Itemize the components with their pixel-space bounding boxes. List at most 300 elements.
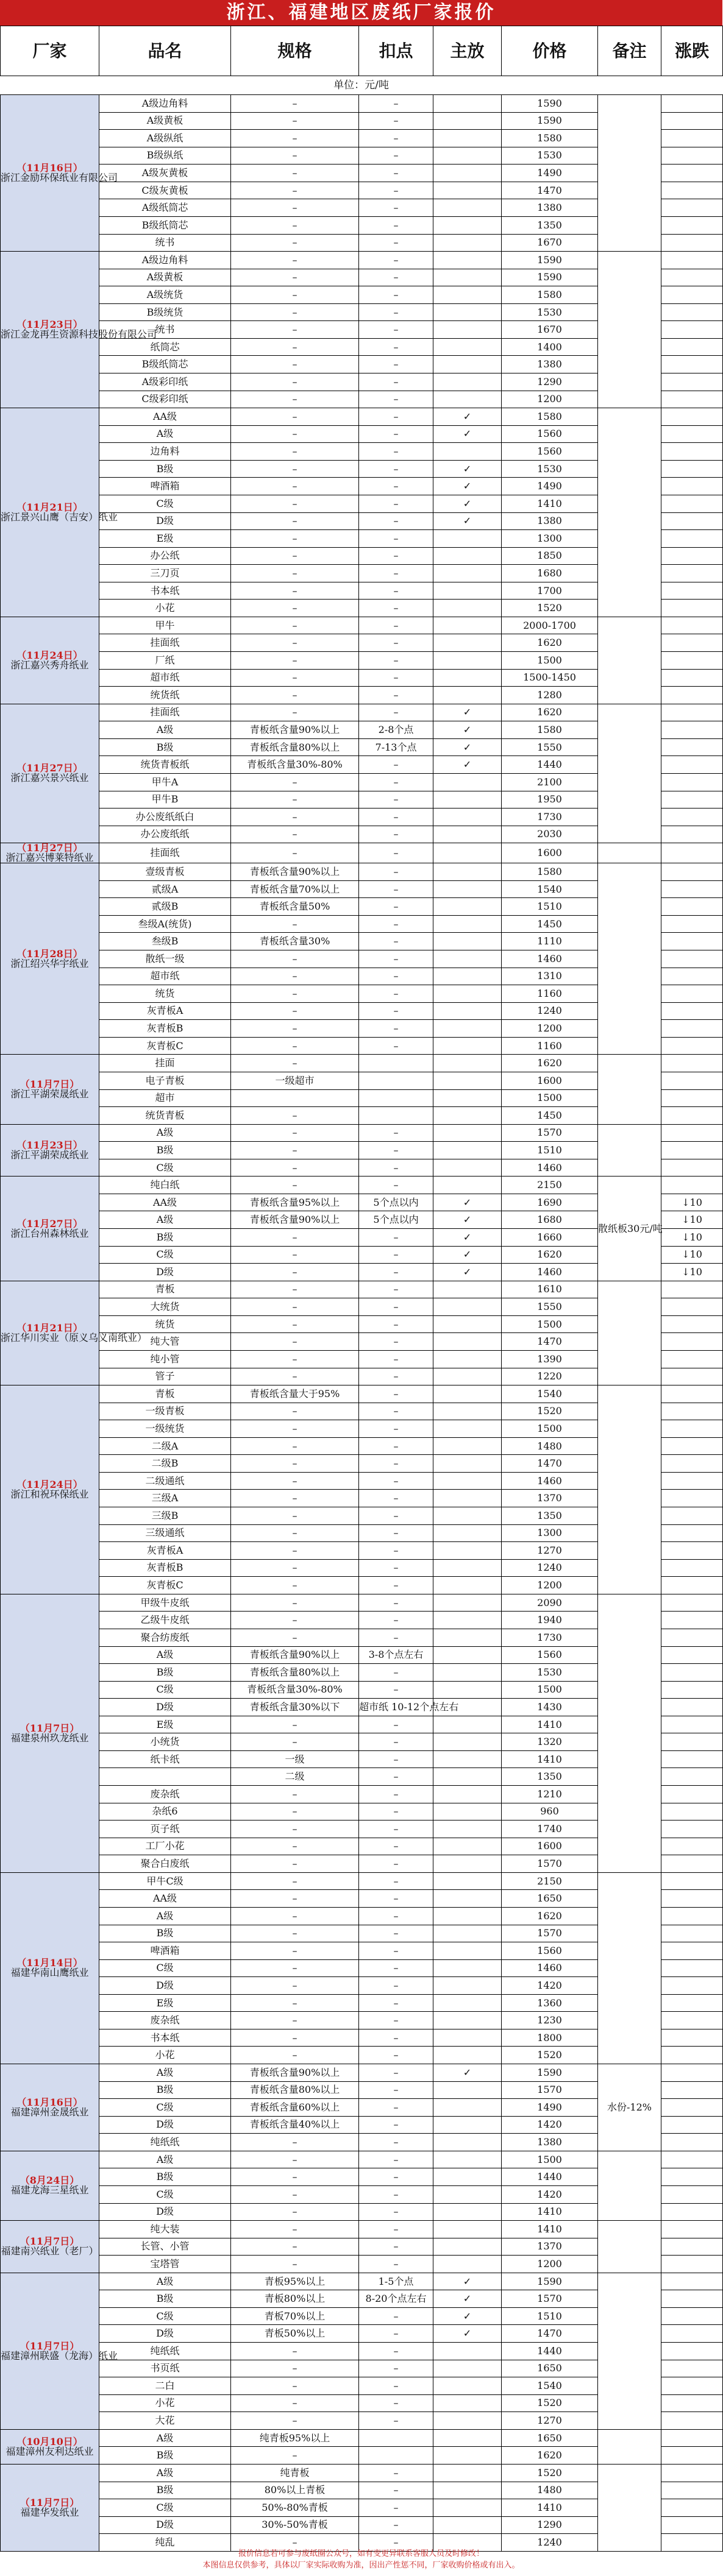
- product-cell: 办公纸: [99, 547, 231, 565]
- product-cell: 废杂纸: [99, 1786, 231, 1803]
- quote-date: （11月7日）: [20, 2340, 80, 2352]
- price-cell: 1530: [502, 147, 598, 165]
- product-cell: 一级统货: [99, 1420, 231, 1438]
- spec-cell: –: [231, 1907, 359, 1925]
- factory-name: 福建华发纸业: [20, 2506, 79, 2518]
- note-cell: [598, 2429, 661, 2464]
- product-cell: D级: [99, 1699, 231, 1716]
- product-cell: E级: [99, 1994, 231, 2012]
- product-cell: 大统货: [99, 1298, 231, 1316]
- deduction-cell: [359, 1055, 433, 1072]
- price-cell: 1580: [502, 130, 598, 147]
- change-cell: [661, 826, 723, 843]
- note-cell: [598, 1872, 661, 2064]
- product-cell: A级: [99, 2464, 231, 2482]
- change-cell: [661, 2290, 723, 2308]
- change-cell: [661, 2516, 723, 2534]
- deduction-cell: [359, 1089, 433, 1107]
- product-cell: B级: [99, 1664, 231, 1682]
- price-cell: 1460: [502, 1159, 598, 1177]
- deduction-cell: –: [359, 199, 433, 217]
- main-cell: [433, 252, 502, 269]
- factory-cell: [1, 1385, 99, 1594]
- spec-cell: –: [231, 1559, 359, 1577]
- product-cell: 超市: [99, 1089, 231, 1107]
- main-cell: [433, 112, 502, 130]
- product-cell: 乙级牛皮纸: [99, 1612, 231, 1629]
- product-cell: 甲牛: [99, 617, 231, 634]
- spec-cell: 青板纸含量90%以上: [231, 1211, 359, 1229]
- product-cell: B级: [99, 460, 231, 478]
- main-cell: [433, 2482, 502, 2499]
- table-row: [1, 95, 723, 113]
- product-cell: 厂纸: [99, 652, 231, 670]
- product-cell: 灰青板B: [99, 1559, 231, 1577]
- price-cell: 1500: [502, 2151, 598, 2168]
- change-cell: [661, 2029, 723, 2047]
- factory-name: 福建漳州友利达纸业: [5, 2445, 94, 2457]
- spec-cell: –: [231, 634, 359, 652]
- change-cell: [661, 2221, 723, 2238]
- product-cell: 纸卡纸: [99, 1750, 231, 1768]
- product-cell: D级: [99, 1977, 231, 1995]
- product-cell: B级: [99, 2447, 231, 2465]
- product-cell: B级纵纸: [99, 147, 231, 165]
- price-cell: 1490: [502, 478, 598, 495]
- product-cell: B级: [99, 2482, 231, 2499]
- spec-cell: 青板纸含量50%: [231, 898, 359, 916]
- deduction-cell: –: [359, 95, 433, 113]
- price-cell: 1680: [502, 565, 598, 582]
- deduction-cell: –: [359, 2029, 433, 2047]
- factory-name: 浙江景兴山鹰（吉安）纸业: [1, 511, 118, 523]
- main-cell: [433, 443, 502, 461]
- product-cell: C级灰黄板: [99, 182, 231, 199]
- spec-cell: 青板纸含量70%以上: [231, 880, 359, 898]
- main-cell: [433, 1733, 502, 1751]
- product-cell: 工厂小花: [99, 1838, 231, 1855]
- main-cell: [433, 1490, 502, 1507]
- product-cell: A级纸筒芯: [99, 199, 231, 217]
- product-cell: B级: [99, 2081, 231, 2099]
- spec-cell: –: [231, 1855, 359, 1873]
- price-cell: 1380: [502, 512, 598, 530]
- table-row: [1, 2064, 723, 2082]
- deduction-cell: –: [359, 634, 433, 652]
- deduction-cell: –: [359, 1594, 433, 1612]
- change-cell: [661, 95, 723, 113]
- change-cell: [661, 2238, 723, 2256]
- change-cell: [661, 1803, 723, 1821]
- deduction-cell: –: [359, 2499, 433, 2517]
- spec-cell: –: [231, 600, 359, 617]
- main-cell: [433, 1368, 502, 1385]
- deduction-cell: –: [359, 600, 433, 617]
- product-cell: A级彩印纸: [99, 373, 231, 391]
- change-cell: [661, 617, 723, 634]
- deduction-cell: 5个点以内: [359, 1194, 433, 1211]
- spec-cell: –: [231, 1159, 359, 1177]
- product-cell: A级灰黄板: [99, 165, 231, 182]
- spec-cell: –: [231, 303, 359, 321]
- factory-name: 浙江华川实业（原义乌义南纸业）: [1, 1331, 148, 1343]
- product-cell: 三级通纸: [99, 1524, 231, 1542]
- price-cell: 1590: [502, 2273, 598, 2290]
- change-cell: [661, 1786, 723, 1803]
- main-cell: [433, 669, 502, 687]
- deduction-cell: –: [359, 338, 433, 356]
- change-cell: [661, 2360, 723, 2377]
- change-cell: [661, 1959, 723, 1977]
- price-cell: 2030: [502, 826, 598, 843]
- deduction-cell: –: [359, 512, 433, 530]
- price-cell: 1400: [502, 338, 598, 356]
- quote-date: （11月28日）: [16, 947, 83, 960]
- quote-date: （11月21日）: [16, 1322, 83, 1334]
- main-cell: [433, 1002, 502, 1020]
- deduction-cell: –: [359, 2099, 433, 2117]
- deduction-cell: –: [359, 1959, 433, 1977]
- deduction-cell: 8-20个点左右: [359, 2290, 433, 2308]
- spec-cell: –: [231, 968, 359, 985]
- product-cell: A级: [99, 2151, 231, 2168]
- price-cell: 1110: [502, 933, 598, 950]
- deduction-cell: –: [359, 321, 433, 339]
- product-cell: E级: [99, 530, 231, 548]
- spec-cell: –: [231, 1716, 359, 1733]
- change-cell: [661, 1507, 723, 1525]
- table-row: [1, 1385, 723, 1403]
- note-cell: [598, 1385, 661, 1594]
- table-row: [1, 1872, 723, 1890]
- change-cell: [661, 1890, 723, 1908]
- product-cell: C级: [99, 495, 231, 512]
- price-cell: 1160: [502, 1037, 598, 1055]
- main-cell: [433, 1072, 502, 1089]
- deduction-cell: –: [359, 1838, 433, 1855]
- change-cell: [661, 356, 723, 373]
- factory-cell: [1, 617, 99, 704]
- spec-cell: –: [231, 1107, 359, 1125]
- deduction-cell: –: [359, 2325, 433, 2343]
- main-cell: [433, 1855, 502, 1873]
- factory-cell: [1, 408, 118, 617]
- factory-cell: [1, 1124, 99, 1177]
- product-cell: 二级通纸: [99, 1472, 231, 1490]
- product-cell: 长管、小管: [99, 2238, 231, 2256]
- deduction-cell: –: [359, 826, 433, 843]
- product-cell: B级: [99, 1925, 231, 1942]
- main-cell: [433, 1664, 502, 1682]
- price-cell: 1410: [502, 2203, 598, 2221]
- price-cell: 1450: [502, 1107, 598, 1125]
- spec-cell: –: [231, 582, 359, 600]
- header-col-price: 价格: [502, 26, 598, 76]
- deduction-cell: –: [359, 1577, 433, 1594]
- note-cell: 水份-12%: [598, 2064, 661, 2151]
- change-cell: ↓10: [661, 1246, 723, 1264]
- spec-cell: –: [231, 1055, 359, 1072]
- price-cell: 1580: [502, 721, 598, 739]
- table-row: [1, 408, 723, 426]
- price-cell: 1600: [502, 1838, 598, 1855]
- deduction-cell: –: [359, 843, 433, 863]
- main-cell: [433, 1872, 502, 1890]
- deduction-cell: –: [359, 1803, 433, 1821]
- factory-name: 福建泉州玖龙纸业: [10, 1732, 89, 1744]
- product-cell: 小花: [99, 2394, 231, 2412]
- price-cell: 1350: [502, 1507, 598, 1525]
- product-cell: 宝塔管: [99, 2256, 231, 2273]
- spec-cell: –: [231, 478, 359, 495]
- deduction-cell: –: [359, 2012, 433, 2029]
- price-cell: 1650: [502, 1890, 598, 1908]
- product-cell: 甲牛B: [99, 791, 231, 809]
- change-cell: [661, 704, 723, 721]
- price-cell: 1500-1450: [502, 669, 598, 687]
- product-cell: AA级: [99, 408, 231, 426]
- main-cell: [433, 2081, 502, 2099]
- main-cell: [433, 2429, 502, 2447]
- spec-cell: 青板纸含量80%以上: [231, 2081, 359, 2099]
- product-cell: 小花: [99, 2047, 231, 2064]
- spec-cell: –: [231, 950, 359, 968]
- deduction-cell: –: [359, 2064, 433, 2082]
- table-row: [1, 2464, 723, 2482]
- change-cell: [661, 1159, 723, 1177]
- main-cell: [433, 809, 502, 826]
- change-cell: [661, 1612, 723, 1629]
- change-cell: [661, 687, 723, 704]
- factory-cell: [1, 2273, 118, 2429]
- product-cell: A级: [99, 2064, 231, 2082]
- price-cell: 1570: [502, 2290, 598, 2308]
- spec-cell: –: [231, 1020, 359, 1038]
- product-cell: 一级青板: [99, 1403, 231, 1420]
- price-cell: 1600: [502, 843, 598, 863]
- main-cell: [433, 95, 502, 113]
- price-cell: 1520: [502, 2047, 598, 2064]
- product-cell: D级: [99, 1264, 231, 1281]
- table-row: [1, 2429, 723, 2447]
- price-cell: 1500: [502, 1681, 598, 1699]
- header-col-product: 品名: [99, 26, 231, 76]
- spec-cell: –: [231, 425, 359, 443]
- price-cell: 1590: [502, 2064, 598, 2082]
- price-cell: 1570: [502, 1925, 598, 1942]
- change-cell: [661, 600, 723, 617]
- spec-cell: –: [231, 1786, 359, 1803]
- spec-cell: –: [231, 2221, 359, 2238]
- spec-cell: 青板纸含量95%以上: [231, 1194, 359, 1211]
- product-cell: B级: [99, 1229, 231, 1247]
- main-cell: [433, 773, 502, 791]
- product-cell: 甲牛A: [99, 773, 231, 791]
- product-cell: 纯大管: [99, 1333, 231, 1351]
- quote-date: （11月21日）: [16, 501, 83, 513]
- spec-cell: 纯青板: [231, 2464, 359, 2482]
- change-cell: [661, 425, 723, 443]
- main-cell: [433, 1768, 502, 1786]
- change-cell: [661, 495, 723, 512]
- deduction-cell: –: [359, 391, 433, 408]
- main-cell: [433, 950, 502, 968]
- price-cell: 2150: [502, 1872, 598, 1890]
- table-row: [1, 843, 723, 863]
- price-cell: 1520: [502, 2394, 598, 2412]
- change-cell: [661, 1089, 723, 1107]
- note-cell: [598, 2464, 661, 2551]
- main-cell: [433, 1994, 502, 2012]
- change-cell: [661, 216, 723, 234]
- deduction-cell: 3-8个点左右: [359, 1646, 433, 1664]
- note-cell: 散纸板30元/吨: [598, 1177, 661, 1281]
- main-cell: [433, 1472, 502, 1490]
- price-cell: 1570: [502, 2081, 598, 2099]
- header-col-main: 主放: [433, 26, 502, 76]
- product-cell: E级: [99, 1716, 231, 1733]
- product-cell: 啤酒箱: [99, 1942, 231, 1960]
- product-cell: 青板: [99, 1385, 231, 1403]
- change-cell: [661, 1872, 723, 1890]
- price-cell: 1510: [502, 2307, 598, 2325]
- product-cell: D级: [99, 2116, 231, 2134]
- deduction-cell: –: [359, 216, 433, 234]
- change-cell: [661, 2394, 723, 2412]
- deduction-cell: –: [359, 1246, 433, 1264]
- product-cell: A级: [99, 1211, 231, 1229]
- main-cell: [433, 1907, 502, 1925]
- spec-cell: –: [231, 530, 359, 548]
- main-cell: ✓: [433, 738, 502, 756]
- quote-date: （11月23日）: [16, 319, 83, 331]
- price-cell: 2150: [502, 1177, 598, 1194]
- change-cell: [661, 321, 723, 339]
- deduction-cell: –: [359, 2203, 433, 2221]
- factory-cell: [1, 1281, 148, 1385]
- main-cell: [433, 1681, 502, 1699]
- spec-cell: –: [231, 269, 359, 286]
- deduction-cell: –: [359, 985, 433, 1003]
- product-cell: A级统货: [99, 286, 231, 304]
- change-cell: [661, 565, 723, 582]
- spec-cell: –: [231, 669, 359, 687]
- spec-cell: –: [231, 1507, 359, 1525]
- change-cell: [661, 1177, 723, 1194]
- spec-cell: –: [231, 704, 359, 721]
- product-cell: 青板: [99, 1281, 231, 1298]
- deduction-cell: –: [359, 2238, 433, 2256]
- main-cell: [433, 1942, 502, 1960]
- product-cell: 二白: [99, 2377, 231, 2395]
- deduction-cell: –: [359, 915, 433, 933]
- deduction-cell: –: [359, 809, 433, 826]
- change-cell: [661, 547, 723, 565]
- price-cell: 1590: [502, 112, 598, 130]
- main-cell: [433, 826, 502, 843]
- product-cell: D级: [99, 2516, 231, 2534]
- spec-cell: –: [231, 2047, 359, 2064]
- product-cell: 纯大装: [99, 2221, 231, 2238]
- spec-cell: –: [231, 1264, 359, 1281]
- factory-cell: [1, 2151, 99, 2220]
- main-cell: [433, 303, 502, 321]
- product-cell: A级: [99, 1124, 231, 1142]
- change-cell: [661, 1994, 723, 2012]
- main-cell: [433, 1959, 502, 1977]
- main-cell: [433, 1542, 502, 1560]
- deduction-cell: –: [359, 1821, 433, 1838]
- deduction-cell: –: [359, 1524, 433, 1542]
- deduction-cell: –: [359, 2168, 433, 2186]
- main-cell: ✓: [433, 1211, 502, 1229]
- factory-cell: [1, 1594, 99, 1872]
- factory-name: 浙江嘉兴秀舟纸业: [10, 659, 89, 671]
- price-cell: 1580: [502, 286, 598, 304]
- price-cell: 1570: [502, 1124, 598, 1142]
- change-cell: [661, 1733, 723, 1751]
- price-cell: 1200: [502, 1577, 598, 1594]
- product-cell: 三级A: [99, 1490, 231, 1507]
- note-cell: [598, 95, 661, 252]
- main-cell: [433, 687, 502, 704]
- spec-cell: –: [231, 1368, 359, 1385]
- deduction-cell: –: [359, 1350, 433, 1368]
- spec-cell: –: [231, 1124, 359, 1142]
- change-cell: [661, 738, 723, 756]
- product-cell: 甲级牛皮纸: [99, 1594, 231, 1612]
- deduction-cell: 超市纸 10-12个点左右: [359, 1699, 433, 1716]
- deduction-cell: –: [359, 1542, 433, 1560]
- main-cell: [433, 2238, 502, 2256]
- product-cell: 二级B: [99, 1455, 231, 1473]
- product-cell: 统书: [99, 321, 231, 339]
- main-cell: ✓: [433, 495, 502, 512]
- main-cell: [433, 1524, 502, 1542]
- note-cell: [598, 408, 661, 617]
- spec-cell: 50%-80%青板: [231, 2499, 359, 2517]
- change-cell: [661, 1750, 723, 1768]
- spec-cell: –: [231, 2168, 359, 2186]
- deduction-cell: –: [359, 130, 433, 147]
- price-cell: 1440: [502, 756, 598, 774]
- main-cell: [433, 2203, 502, 2221]
- product-cell: 小花: [99, 600, 231, 617]
- deduction-cell: –: [359, 2221, 433, 2238]
- spec-cell: 青板纸含量60%以上: [231, 2099, 359, 2117]
- change-cell: [661, 1942, 723, 1960]
- change-cell: [661, 1629, 723, 1646]
- spec-cell: 青板95%以上: [231, 2273, 359, 2290]
- change-cell: [661, 443, 723, 461]
- price-cell: 1620: [502, 1055, 598, 1072]
- product-cell: A级黄板: [99, 112, 231, 130]
- product-cell: 甲牛C级: [99, 1872, 231, 1890]
- spec-cell: –: [231, 182, 359, 199]
- spec-cell: 青板纸含量80%以上: [231, 738, 359, 756]
- price-cell: 1550: [502, 1298, 598, 1316]
- product-cell: 挂面: [99, 1055, 231, 1072]
- product-cell: 灰青板C: [99, 1577, 231, 1594]
- price-cell: 1410: [502, 2499, 598, 2517]
- main-cell: [433, 985, 502, 1003]
- change-cell: [661, 1907, 723, 1925]
- deduction-cell: –: [359, 791, 433, 809]
- change-cell: [661, 950, 723, 968]
- change-cell: [661, 933, 723, 950]
- spec-cell: –: [231, 547, 359, 565]
- spec-cell: –: [231, 512, 359, 530]
